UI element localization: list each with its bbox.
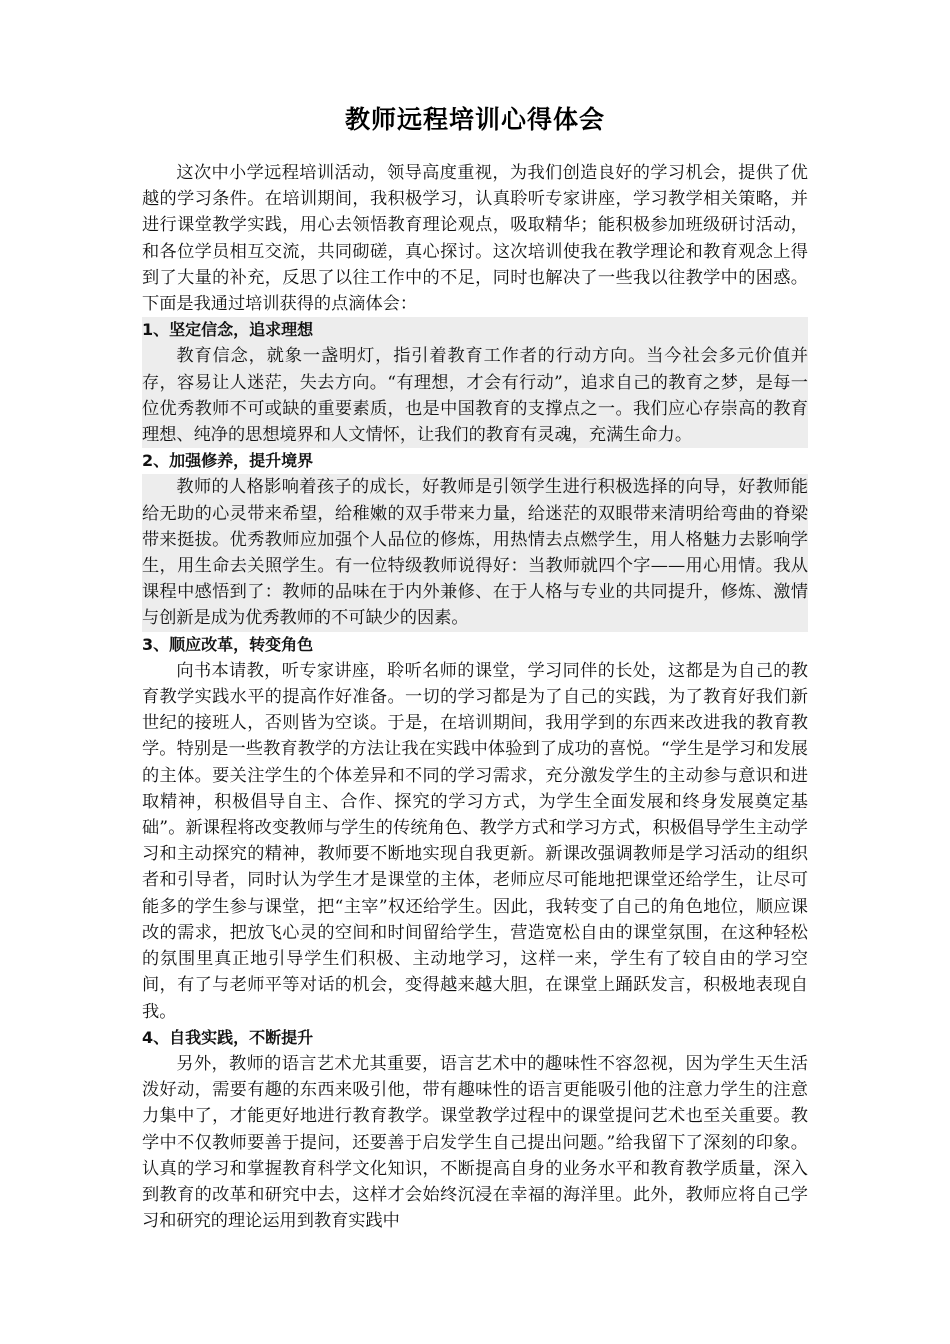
section-3 [142,632,808,1025]
section-2 [142,448,808,631]
section-heading-2: 2、加强修养，提升境界 [142,451,314,471]
intro-paragraph: 这次中小学远程培训活动，领导高度重视，为我们创造良好的学习机会，提供了优越的学习条件。在培训期间，我积极学习，认真聆听专家讲座，学习教学相关策略，并进行课堂教学实践，用心去领悟教育理论观点，吸取精华；能积极参加班级研讨活动，和各位学员相互交流，共同砌磋，真心探讨。这次培训使我在教学理论和教育观念上得到了大量的补充，反思了以往工作中的不足，同时也解决了一些我以往教学中的困惑。下面是我通过培训获得的点滴体会： [142,163,808,315]
section-body-3: 向书本请教，听专家讲座，聆听名师的课堂，学习同伴的长处，这都是为自己的教育教学实践水平的提高作好准备。一切的学习都是为了自己的实践，为了教育好我们新世纪的接班人，否则皆为空谈。于是，在培训期间，我用学到的东西来改进我的教育教学。特别是一些教育教学的方法让我在实践中体验到了成功的喜悦。“学生是学习和发展的主体。要关注学生的个体差异和不同的学习需求，充分激发学生的主动参与意识和进取精神，积极倡导自主、合作、探究的学习方式，为学生全面发展和终身发展奠定基础”。新课程将改变教师与学生的传统角色、教学方式和学习方式，积极倡导学生主动学习和主动探究的精神，教师要不断地实现自我更新。新课改强调教师是学习活动的组织者和引导者，同时认为学生才是课堂的主体，老师应尽可能地把课堂还给学生，让尽可能多的学生参与课堂，把“主宰”权还给学生。因此，我转变了自己的角色地位，顺应课改的需求，把放飞心灵的空间和时间留给学生，营造宽松自由的课堂氛围，在这种轻松的氛围里真正地引导学生们积极、主动地学习，这样一来，学生有了较自由的学习空间，有了与老师平等对话的机会，变得越来越大胆，在课堂上踊跃发言，积极地表现自我。 [142,660,808,1022]
document-title: 教师远程培训心得体会 [344,105,605,134]
section-1 [142,317,808,448]
section-body-2: 教师的人格影响着孩子的成长，好教师是引领学生进行积极选择的向导，好教师能给无助的心灵带来希望，给稚嫩的双手带来力量，给迷茫的双眼带来清明给弯曲的脊梁带来挺拔。优秀教师应加强个人品位的修炼，用热情去点燃学生，用人格魅力去影响学生，用生命去关照学生。有一位特级教师说得好：当教师就四个字——用心用情。我从课程中感悟到了：教师的品味在于内外兼修、在于人格与专业的共同提升，修炼、激情与创新是成为优秀教师的不可缺少的因素。 [142,474,808,631]
section-4 [142,1025,808,1235]
document-body [142,160,808,1234]
section-heading-1: 1、坚定信念，追求理想 [142,320,314,340]
section-heading-3: 3、顺应改革，转变角色 [142,634,314,654]
section-body-1: 教育信念，就象一盏明灯，指引着教育工作者的行动方向。当今社会多元价值并存，容易让人迷茫，失去方向。“有理想，才会有行动”，追求自己的教育之梦，是每一位优秀教师不可或缺的重要素质，也是中国教育的支撑点之一。我们应心存崇高的教育理想、纯净的思想境界和人文情怀，让我们的教育有灵魂，充满生命力。 [142,346,808,446]
section-heading-4: 4、自我实践，不断提升 [142,1027,314,1047]
section-body-4: 另外，教师的语言艺术尤其重要，语言艺术中的趣味性不容忽视，因为学生天生活泼好动，需要有趣的东西来吸引他，带有趣味性的语言更能吸引他的注意力学生的注意力集中了，才能更好地进行教育教学。课堂教学过程中的课堂提问艺术也至关重要。教学中不仅教师要善于提问，还要善于启发学生自己提出问题。”给我留下了深刻的印象。认真的学习和掌握教育科学文化知识，不断提高自身的业务水平和教育教学质量，深入到教育的改革和研究中去，这样才会始终沉浸在幸福的海洋里。此外，教师应将自己学习和研究的理论运用到教育实践中 [142,1053,808,1232]
